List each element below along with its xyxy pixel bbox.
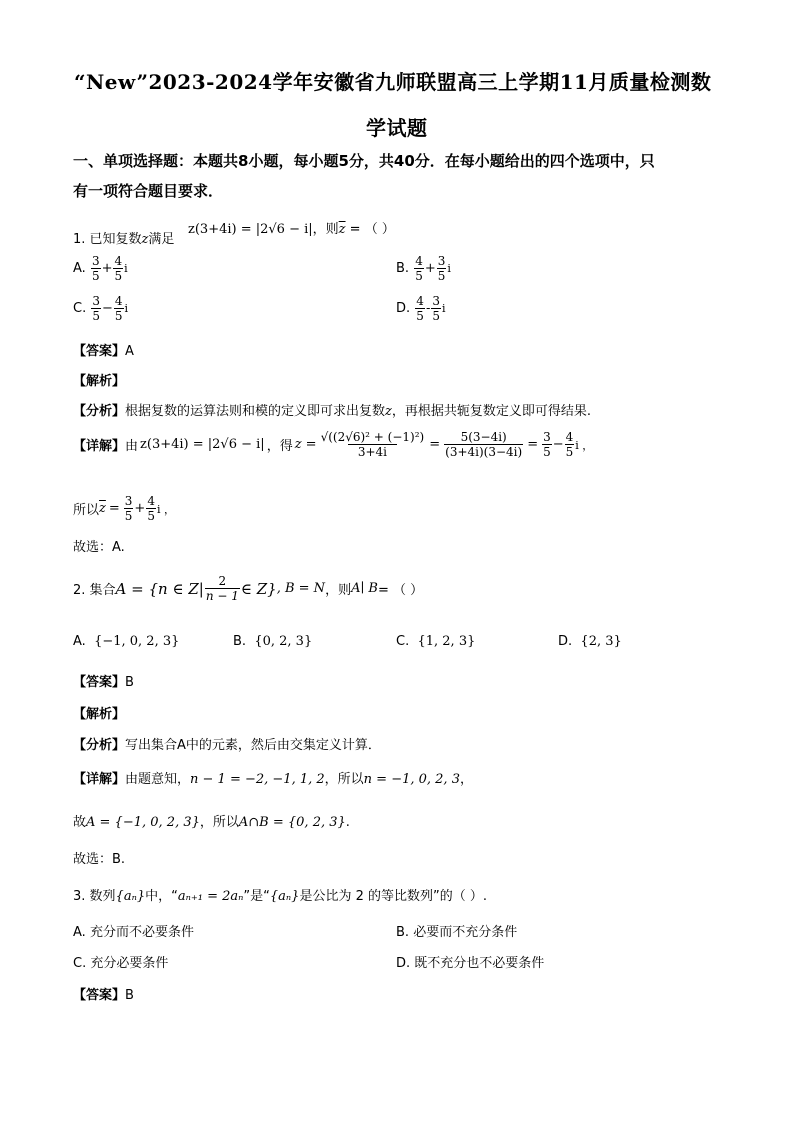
detail-z: z =: [294, 437, 317, 452]
page-title-line1: “New”2023-2024学年安徽省九师联盟高三上学期11月质量检测数: [74, 70, 712, 94]
option-letter: C.: [73, 956, 87, 971]
q1-zbar: $\overline{z}$: [338, 222, 346, 237]
numerator: 4: [114, 254, 123, 268]
fenxi-text: 根据复数的运算法则和模的定义即可求出复数: [125, 404, 386, 419]
q1-equation: [188, 218, 395, 237]
denominator: 5: [92, 309, 100, 323]
numerator: 3: [543, 430, 551, 444]
numerator: 5(3−4i): [460, 430, 507, 444]
detail-frac1: [320, 430, 426, 459]
q2-set-fraction: [205, 574, 240, 603]
q3-seq2: {aₙ}: [269, 889, 300, 904]
denominator: 5: [416, 309, 424, 323]
numerator: 4: [565, 430, 574, 444]
answer-value: A: [125, 344, 134, 359]
denominator: 5: [114, 269, 123, 283]
detail-text-a: 由题意知，: [125, 772, 191, 787]
denominator: 5: [415, 269, 423, 283]
q3-stem-d: 是公比为 2 的等比数列”的（ ）.: [299, 889, 487, 904]
analysis-label: 【解析】: [73, 374, 126, 389]
fraction: [91, 294, 101, 323]
numerator: 4: [114, 294, 123, 308]
numerator: 3: [124, 494, 133, 508]
q2-conclusion: [73, 811, 350, 830]
detail-frac3: [542, 430, 552, 459]
answer-label: 【答案】: [73, 675, 126, 690]
analysis-label: 【解析】: [73, 707, 126, 722]
option-letter: A.: [73, 261, 86, 276]
option-letter: A.: [73, 634, 86, 649]
detail-label: 【详解】: [73, 439, 126, 454]
q3-answer: [73, 984, 134, 1003]
q2-analysis-label: [73, 703, 125, 722]
operator: -: [425, 301, 431, 316]
detail-text-a: 由: [125, 439, 139, 454]
q3-seq: {aₙ}: [115, 889, 146, 904]
page-title-line2: 学试题: [366, 116, 428, 140]
numerator: 3: [91, 254, 100, 268]
fraction: [414, 254, 424, 283]
so-text: 故: [73, 815, 87, 830]
option-letter: D.: [558, 634, 573, 649]
q1-stem-a: 1. 已知复数: [73, 232, 142, 247]
q2-answer: [73, 671, 134, 690]
fraction: [113, 254, 123, 283]
answer-label: 【答案】: [73, 988, 126, 1003]
numerator: 3: [437, 254, 446, 268]
option-letter: C.: [73, 301, 87, 316]
option-text: 充分必要条件: [90, 956, 169, 971]
section-header-line1: 一、单项选择题：本题共8小题，每小题5分，共40分．在每小题给出的四个选项中，只: [73, 152, 655, 170]
zbar: $\overline{z}$: [99, 501, 106, 516]
denominator: 5: [432, 309, 440, 323]
option-text: 必要而不充分条件: [413, 925, 518, 940]
q1-stem: [73, 228, 174, 247]
fraction: [146, 494, 156, 523]
q1-conclusion: [73, 494, 175, 523]
imag-unit: i ，: [156, 502, 175, 516]
q1-choose: 故选：A.: [73, 540, 125, 555]
imag-unit: i: [441, 302, 446, 315]
so-eq1: A = {−1, 0, 2, 3}: [86, 815, 200, 830]
q2-stem-d: A∣ B: [351, 581, 378, 596]
option-letter: A.: [73, 925, 86, 940]
denominator: 5: [543, 445, 551, 459]
q1-answer: [73, 340, 134, 359]
so-text-c: .: [345, 815, 350, 830]
operator: +: [101, 261, 113, 276]
q3-stem-a: 3. 数列: [73, 889, 116, 904]
fenxi-label: 【分析】: [73, 404, 126, 419]
option-letter: B.: [233, 634, 247, 649]
operator: −: [552, 437, 564, 452]
option-text: 充分而不必要条件: [89, 925, 194, 940]
imag-unit: i: [124, 302, 129, 315]
denominator: 5: [114, 309, 123, 323]
answer-value: B: [125, 675, 134, 690]
q2-stem: [73, 574, 423, 603]
imag-unit: i ，: [575, 438, 594, 452]
q2-option-b: [233, 634, 312, 649]
fraction: [431, 294, 441, 323]
operator: +: [424, 261, 436, 276]
so-eq2: A∩B = {0, 2, 3}: [238, 815, 346, 830]
answer-value: B: [125, 988, 134, 1003]
q1-z: z: [141, 232, 149, 247]
numerator: 4: [416, 294, 424, 308]
fenxi-label: 【分析】: [73, 738, 126, 753]
denominator: n − 1: [205, 589, 239, 603]
q2-fenxi: [73, 734, 381, 753]
q1-stem-b: 满足: [148, 232, 175, 247]
option-letter: C.: [396, 634, 410, 649]
option-value: {0, 2, 3}: [254, 634, 313, 649]
q2-stem-b: , B = N: [276, 581, 326, 596]
detail-eq1: z(3+4i) = |2√6 − i|: [140, 437, 265, 452]
denominator: 5: [124, 509, 133, 523]
equals-sign: =: [108, 501, 120, 516]
fraction: [415, 294, 425, 323]
answer-label: 【答案】: [73, 344, 126, 359]
q3-stem-b: 中，“: [145, 889, 178, 904]
fenxi-text2: ，再根据共轭复数定义即可得结果.: [391, 404, 592, 419]
detail-text-b: ，得: [266, 439, 293, 454]
numerator: √((2√6)² + (−1)²): [320, 430, 425, 444]
detail-label: 【详解】: [73, 772, 126, 787]
q2-stem-a: 2. 集合: [73, 583, 116, 598]
q2-stem-c: ，则: [325, 583, 352, 598]
option-letter: B.: [396, 925, 410, 940]
denominator: 5: [91, 269, 100, 283]
q1-option-a: [73, 254, 128, 283]
denominator: 5: [565, 445, 574, 459]
numerator: 3: [432, 294, 440, 308]
fenxi-text: 写出集合A中的元素，然后由交集定义计算．: [125, 738, 381, 753]
so-text: 所以: [73, 503, 100, 518]
denominator: 5: [147, 509, 155, 523]
detail-eq2: n = −1, 0, 2, 3: [363, 772, 460, 787]
q1-option-b: [396, 254, 451, 283]
fraction: [124, 494, 134, 523]
section-header-line2: 有一项符合题目要求．: [73, 182, 224, 200]
operator: −: [102, 301, 113, 316]
option-value: {2, 3}: [580, 634, 622, 649]
equals-sign: =: [429, 437, 441, 452]
detail-frac2: [444, 430, 523, 459]
operator: +: [134, 501, 146, 516]
q2-stem-e: = （ ）: [377, 583, 424, 598]
equals-sign: =: [527, 437, 539, 452]
numerator: 3: [92, 294, 100, 308]
q1-eq-left: z(3+4i) = |2√6 − i|: [188, 222, 313, 237]
q1-fenxi: [73, 400, 591, 419]
denominator: (3+4i)(3−4i): [445, 445, 523, 459]
denominator: 5: [437, 269, 446, 283]
detail-frac4: [565, 430, 575, 459]
q2-option-c: [396, 634, 475, 649]
q3-option-c: [73, 952, 168, 971]
numerator: 2: [218, 574, 227, 588]
q3-stem-c: ”是“: [243, 889, 270, 904]
q3-option-b: [396, 921, 517, 940]
q3-option-a: [73, 921, 194, 940]
option-value: {−1, 0, 2, 3}: [94, 634, 180, 649]
option-letter: D.: [396, 956, 411, 971]
q1-option-d: [396, 294, 446, 323]
numerator: 4: [147, 494, 155, 508]
q2-set-left: A = {n ∈ Z|: [115, 579, 204, 598]
imag-unit: i: [447, 262, 451, 275]
q2-detail: [73, 768, 473, 787]
q1-stem-c: ，则: [312, 222, 339, 237]
q1-analysis-label: [73, 370, 125, 389]
numerator: 4: [415, 254, 423, 268]
option-letter: B.: [396, 261, 410, 276]
fraction: [114, 294, 124, 323]
q2-choose: 故选：B.: [73, 852, 126, 867]
q3-condition: aₙ₊₁ = 2aₙ: [177, 889, 244, 904]
q2-option-a: [73, 634, 179, 649]
detail-text-c: ，: [459, 772, 473, 787]
q2-option-d: [558, 634, 622, 649]
q1-stem-d: = （ ）: [345, 222, 395, 237]
option-value: {1, 2, 3}: [417, 634, 476, 649]
q1-option-c: [73, 294, 128, 323]
fenxi-z: z: [385, 404, 392, 419]
option-text: 既不充分也不必要条件: [414, 956, 545, 971]
denominator: 3+4i: [348, 444, 397, 459]
q2-set-right: ∈ Z}: [240, 579, 277, 598]
fraction: [437, 254, 447, 283]
so-text-b: ，所以: [199, 815, 239, 830]
fraction: [91, 254, 101, 283]
detail-text-b: ，所以: [324, 772, 364, 787]
q1-detail: [73, 430, 593, 459]
imag-unit: i: [124, 262, 128, 275]
q3-stem: [73, 885, 487, 904]
detail-eq1: n − 1 = −2, −1, 1, 2: [190, 772, 325, 787]
q3-option-d: [396, 952, 544, 971]
option-letter: D.: [396, 301, 411, 316]
